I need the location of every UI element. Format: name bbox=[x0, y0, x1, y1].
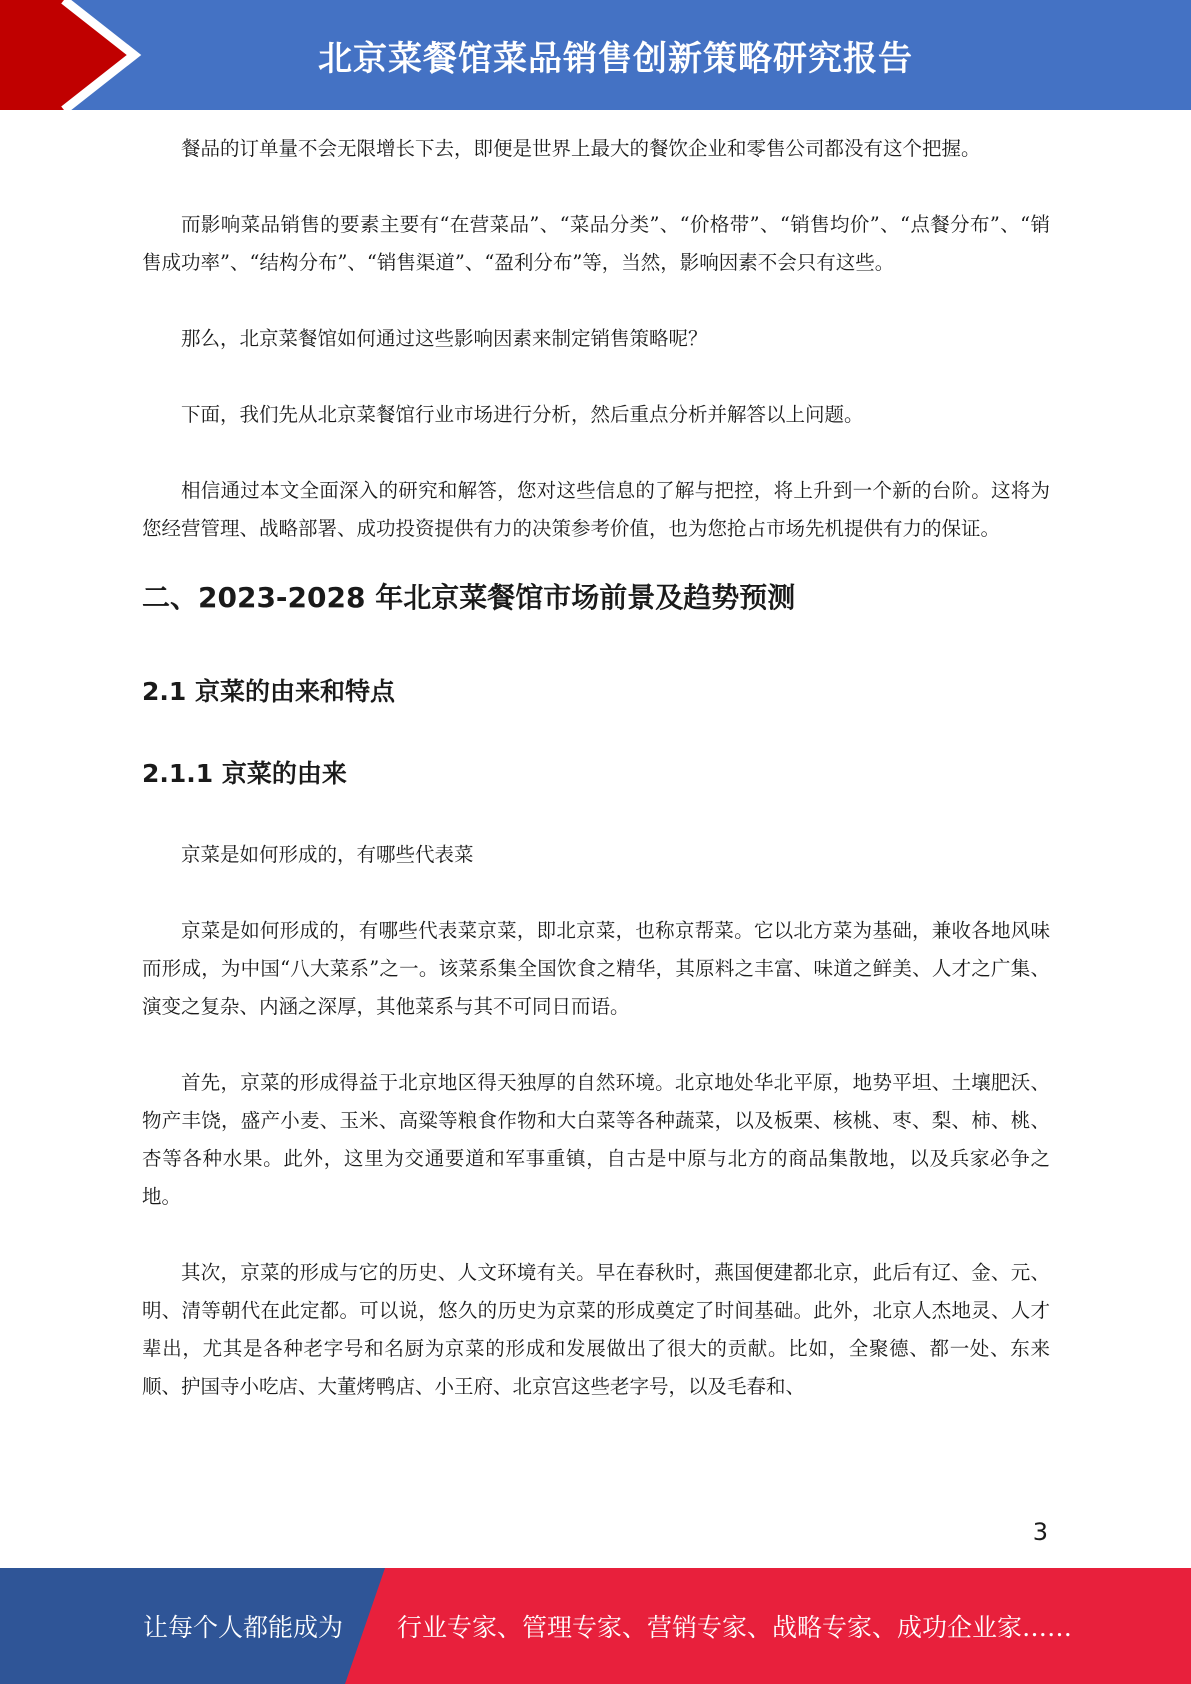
body-paragraph: 餐品的订单量不会无限增长下去，即便是世界上最大的餐饮企业和零售公司都没有这个把握。 bbox=[181, 137, 981, 160]
body-paragraph: 京菜是如何形成的，有哪些代表菜 bbox=[181, 843, 474, 866]
body-paragraph: 其次，京菜的形成与它的历史、人文环境有关。早在春秋时，燕国便建都北京，此后有辽、金、元、明、清等朝代在此定都。可以说，悠久的历史为京菜的形成奠定了时间基础。此外，北京人杰地灵、人才辈出，尤其是各种老字号和名厨为京菜的形成和发展做出了很大的贡献。比如，全聚德、都一处、东来顺、护国寺小吃店、大董烤鸭店、小王府、北京宫这些老字号，以及毛春和、 bbox=[142, 1261, 1050, 1398]
page-number: 3 bbox=[1032, 1518, 1048, 1546]
report-title: 北京菜餐馆菜品销售创新策略研究报告 bbox=[318, 38, 913, 79]
subsubsection-heading: 2.1.1 京菜的由来 bbox=[142, 759, 347, 788]
subsection-heading: 2.1 京菜的由来和特点 bbox=[142, 677, 395, 706]
body-paragraph: 首先，京菜的形成得益于北京地区得天独厚的自然环境。北京地处华北平原，地势平坦、土壤肥沃、物产丰饶，盛产小麦、玉米、高粱等粮食作物和大白菜等各种蔬菜，以及板栗、核桃、枣、梨、柿、桃、杏等各种水果。此外，这里为交通要道和军事重镇，自古是中原与北方的商品集散地，以及兵家必争之地。 bbox=[142, 1071, 1050, 1208]
page-header bbox=[0, 0, 1191, 110]
section-heading: 二、2023-2028 年北京菜餐馆市场前景及趋势预测 bbox=[142, 581, 796, 614]
footer-slogan-right: 行业专家、管理专家、营销专家、战略专家、成功企业家…… bbox=[397, 1613, 1073, 1642]
footer-slogan-left: 让每个人都能成为 bbox=[143, 1613, 344, 1642]
document-body bbox=[142, 130, 1050, 1406]
body-paragraph: 相信通过本文全面深入的研究和解答，您对这些信息的了解与把控，将上升到一个新的台阶。这将为您经营管理、战略部署、成功投资提供有力的决策参考价值，也为您抢占市场先机提供有力的保证。 bbox=[142, 479, 1050, 540]
body-paragraph: 那么，北京菜餐馆如何通过这些影响因素来制定销售策略呢？ bbox=[181, 327, 708, 350]
body-paragraph: 而影响菜品销售的要素主要有“在营菜品”、“菜品分类”、“价格带”、“销售均价”、“点餐分布”、“销售成功率”、“结构分布”、“销售渠道”、“盈利分布”等，当然，影响因素不会只有这些。 bbox=[142, 213, 1050, 274]
body-paragraph: 下面，我们先从北京菜餐馆行业市场进行分析，然后重点分析并解答以上问题。 bbox=[181, 403, 864, 426]
header-arrow-decoration bbox=[0, 0, 150, 110]
page-footer bbox=[0, 1568, 1191, 1684]
body-paragraph: 京菜是如何形成的，有哪些代表菜京菜，即北京菜，也称京帮菜。它以北方菜为基础，兼收各地风味而形成，为中国“八大菜系”之一。该菜系集全国饮食之精华，其原料之丰富、味道之鲜美、人才之广集、演变之复杂、内涵之深厚，其他菜系与其不可同日而语。 bbox=[142, 919, 1050, 1018]
